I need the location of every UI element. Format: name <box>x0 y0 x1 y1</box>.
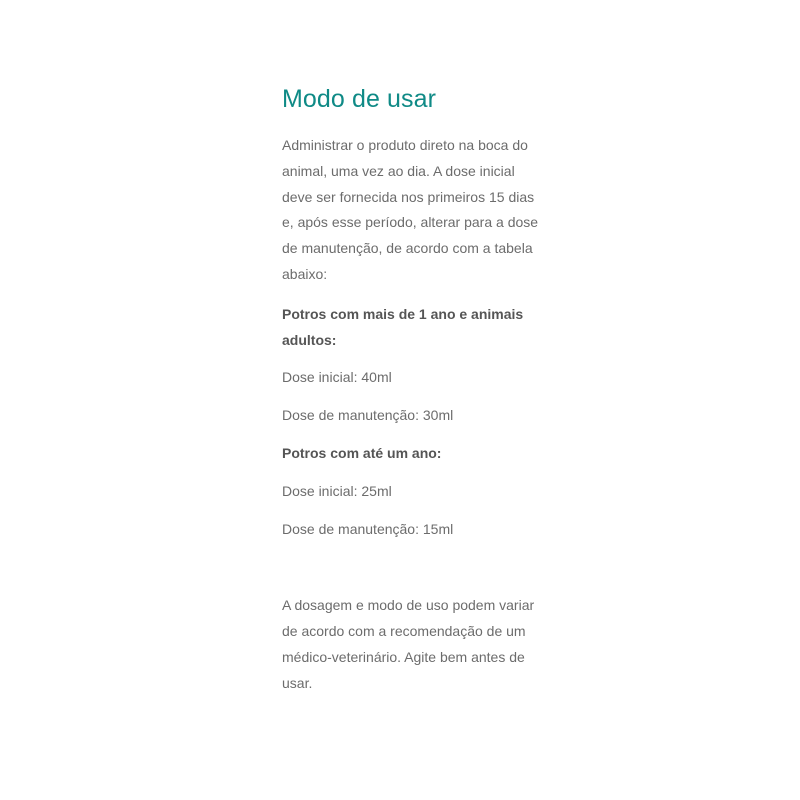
section-title: Modo de usar <box>282 85 437 113</box>
group-heading-adults: Potros com mais de 1 ano e animais adultos: <box>282 305 524 348</box>
maintenance-dose-foals: Dose de manutenção: 15ml <box>282 520 454 537</box>
initial-dose-adults: Dose inicial: 40ml <box>282 369 392 386</box>
usage-section <box>282 82 542 697</box>
usage-intro-paragraph: Administrar o produto direto na boca do animal, uma vez ao dia. A dose inicial deve ser fornecida nos primeiros 15 dias e, após esse período, alterar para a dose de manutenção, de acordo com a tabela abaixo: <box>282 137 539 282</box>
initial-dose-foals: Dose inicial: 25ml <box>282 482 392 499</box>
maintenance-dose-adults: Dose de manutenção: 30ml <box>282 407 454 424</box>
group-heading-foals: Potros com até um ano: <box>282 444 442 461</box>
dosage-note-paragraph: A dosagem e modo de uso podem variar de acordo com a recomendação de um médico-veterinário. Agite bem antes de usar. <box>282 597 535 691</box>
